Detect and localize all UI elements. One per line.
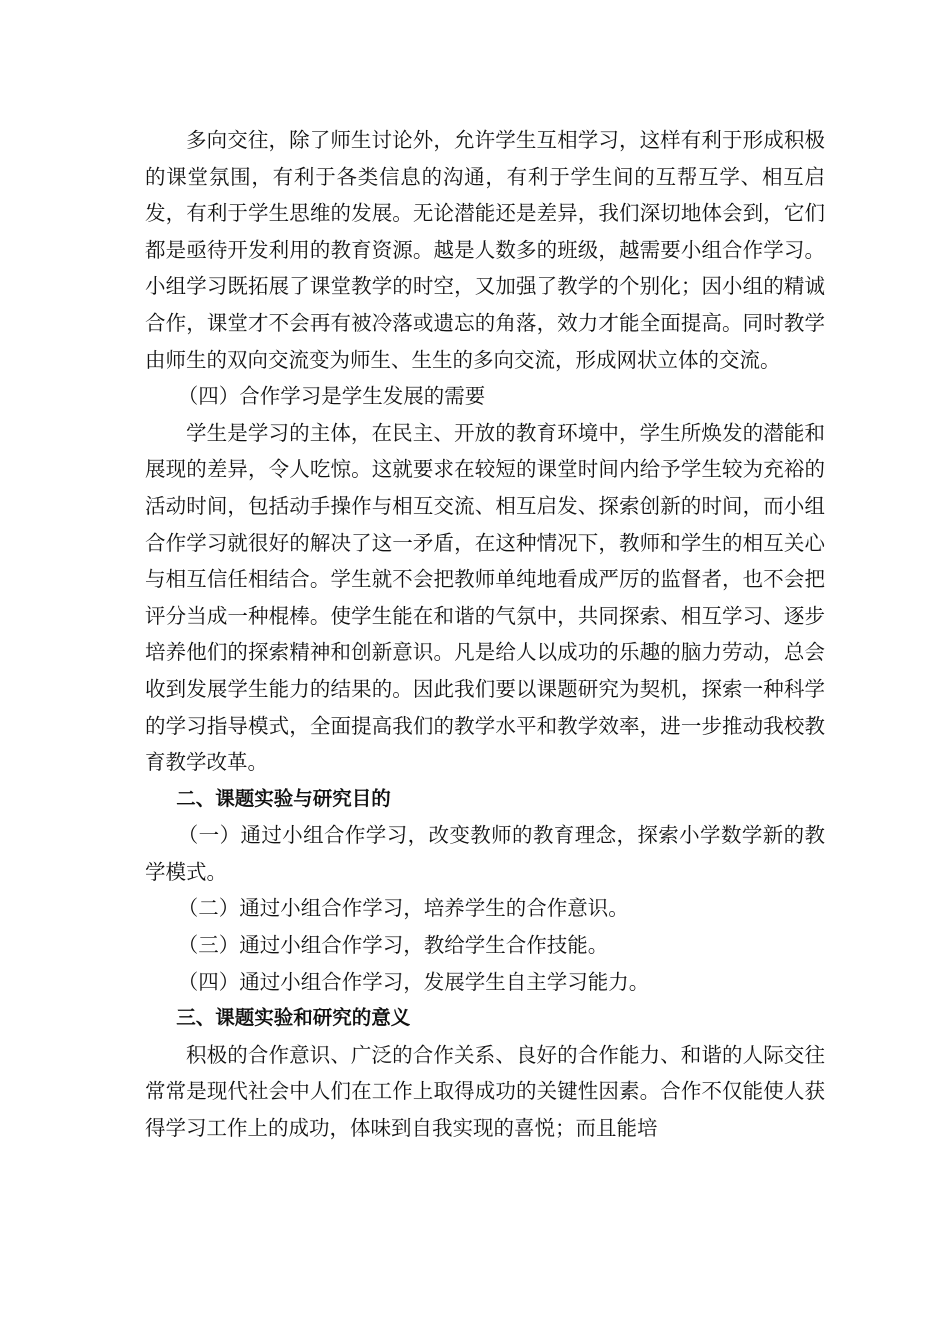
subheading-cooperative-learning-need: （四）合作学习是学生发展的需要 [177,384,486,409]
paragraph-cooperation-significance: 积极的合作意识、广泛的合作关系、良好的合作能力、和谐的人际交往常常是现代社会中人们在工作上取得成功的关键性因素。合作不仅能使人获得学习工作上的成功，体味到自我实现的喜悦；而且能培 [145,1042,825,1141]
document-body [145,122,825,1147]
section-heading-goals: 二、课题实验与研究目的 [176,786,391,810]
goal-item-4: （四）通过小组合作学习，发展学生自主学习能力。 [177,969,650,994]
goal-item-2: （二）通过小组合作学习，培养学生的合作意识。 [177,896,629,921]
paragraph-small-group-benefits: 多向交往，除了师生讨论外，允许学生互相学习，这样有利于形成积极的课堂氛围，有利于各类信息的沟通，有利于学生间的互帮互学、相互启发，有利于学生思维的发展。无论潜能还是差异，我们深切地体会到，它们都是亟待开发利用的教育资源。越是人数多的班级，越需要小组合作学习。小组学习既拓展了课堂教学的时空，又加强了教学的个别化；因小组的精诚合作，课堂才不会再有被冷落或遗忘的角落，效力才能全面提高。同时教学由师生的双向交流变为师生、生生的多向交流，形成网状立体的交流。 [145,128,825,372]
section-heading-significance: 三、课题实验和研究的意义 [176,1006,411,1030]
goal-item-1: （一）通过小组合作学习，改变教师的教育理念，探索小学数学新的教学模式。 [145,823,825,884]
goal-item-3: （三）通过小组合作学习，教给学生合作技能。 [177,933,609,958]
paragraph-student-subject: 学生是学习的主体，在民主、开放的教育环境中，学生所焕发的潜能和展现的差异，令人吃惊。这就要求在较短的课堂时间内给予学生较为充裕的活动时间，包括动手操作与相互交流、相互启发、探索创新的时间，而小组合作学习就很好的解决了这一矛盾，在这种情况下，教师和学生的相互关心与相互信任相结合。学生就不会把教师单纯地看成严厉的监督者，也不会把评分当成一种棍棒。使学生能在和谐的气氛中，共同探索、相互学习、逐步培养他们的探索精神和创新意识。凡是给人以成功的乐趣的脑力劳动，总会收到发展学生能力的结果的。因此我们要以课题研究为契机，探索一种科学的学习指导模式，全面提高我们的教学水平和教学效率，进一步推动我校教育教学改革。 [145,420,825,775]
